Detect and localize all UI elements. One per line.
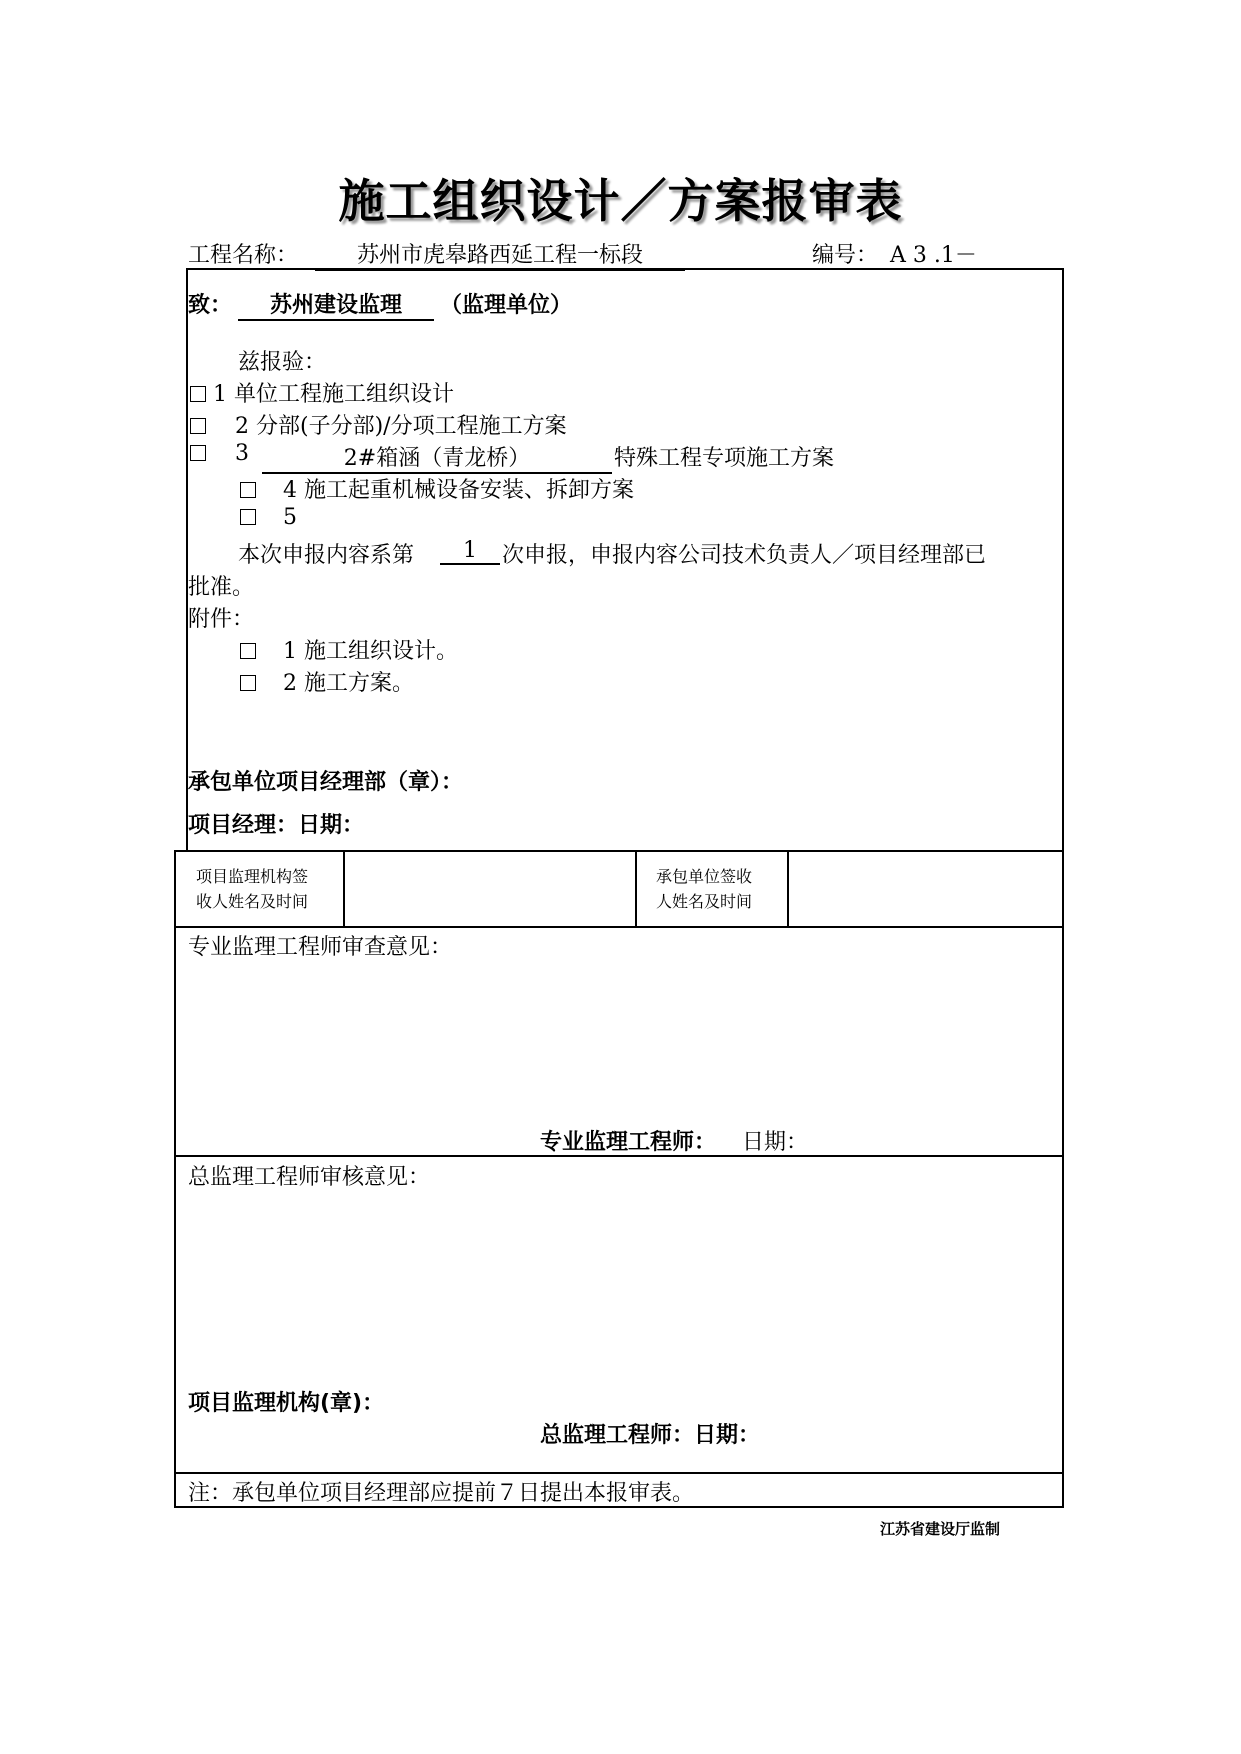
- attachments-label: 附件：: [188, 607, 255, 632]
- to-suffix: （监理单位）: [440, 293, 573, 318]
- specialist-engineer-sign: 专业监理工程师：: [540, 1130, 717, 1155]
- option-1[interactable]: [190, 377, 454, 408]
- project-name-value: 苏州市虎皋路西延工程一标段: [315, 238, 685, 271]
- attachment-1-label: 1 施工组织设计。: [283, 639, 458, 664]
- supervisor-receipt-label-2: 收人姓名及时间: [196, 892, 309, 911]
- receipt-row-bottom: [174, 926, 1064, 928]
- issuer-footer: 江苏省建设厅监制: [880, 1520, 1001, 1538]
- option-3-suffix: 特殊工程专项施工方案: [614, 446, 835, 471]
- attachment-2[interactable]: [240, 666, 414, 697]
- contractor-receipt-field[interactable]: [791, 854, 1060, 924]
- review2-bottom: [174, 1472, 1064, 1474]
- count-pre: 本次申报内容系第: [238, 543, 415, 568]
- contractor-stamp: 承包单位项目经理部（章）：: [188, 770, 464, 795]
- number-label: 编号：: [812, 243, 879, 268]
- checkbox-option-4[interactable]: [240, 482, 256, 498]
- project-name-label: 工程名称：: [188, 243, 299, 268]
- option-5[interactable]: [240, 505, 297, 530]
- option-2-label: 2 分部(子分部)/分项工程施工方案: [235, 414, 567, 439]
- supervisor-receipt-field[interactable]: [347, 854, 633, 924]
- checkbox-option-2[interactable]: [190, 418, 206, 434]
- attachment-2-label: 2 施工方案。: [283, 671, 414, 696]
- option-3[interactable]: [190, 441, 249, 466]
- page-title: 施工组织设计／方案报审表: [338, 174, 903, 228]
- checkbox-attachment-1[interactable]: [240, 643, 256, 659]
- option-2[interactable]: [190, 409, 567, 440]
- to-recipient: 苏州建设监理: [238, 288, 434, 321]
- chief-engineer-sign-date: 总监理工程师：日期：: [540, 1423, 761, 1448]
- checkbox-option-3[interactable]: [190, 445, 206, 461]
- number-value: A 3 .1－: [890, 243, 977, 268]
- count-post-2: 批准。: [188, 575, 255, 600]
- attachment-1[interactable]: [240, 634, 458, 665]
- receipt-divider-2: [635, 850, 637, 928]
- option-4[interactable]: [240, 473, 634, 504]
- supervisor-receipt-label-1: 项目监理机构签: [196, 867, 309, 886]
- option-4-label: 4 施工起重机械设备安装、拆卸方案: [283, 478, 634, 503]
- option-5-label: 5: [283, 505, 297, 530]
- specialist-review-label: 专业监理工程师审查意见：: [188, 935, 453, 960]
- to-label: 致：: [188, 293, 233, 318]
- table-top-border: [186, 268, 1064, 270]
- checkbox-option-1[interactable]: [190, 386, 206, 402]
- footnote: 注：承包单位项目经理部应提前７日提出本报审表。: [188, 1481, 695, 1506]
- option-1-label: 1 单位工程施工组织设计: [213, 382, 454, 407]
- contractor-receipt-label-1: 承包单位签收: [656, 867, 753, 886]
- table-right-border: [1062, 268, 1064, 1508]
- contractor-receipt-label-2: 人姓名及时间: [656, 892, 753, 911]
- checkbox-attachment-2[interactable]: [240, 675, 256, 691]
- receipt-row-top: [174, 850, 1064, 852]
- count-post: 次申报，申报内容公司技术负责人／项目经理部已: [502, 543, 987, 568]
- supervision-stamp: 项目监理机构(章)：: [188, 1391, 385, 1416]
- receipt-divider-1: [343, 850, 345, 928]
- chief-review-label: 总监理工程师审核意见：: [188, 1165, 431, 1190]
- table-left-border-bottom: [174, 850, 176, 1508]
- receipt-divider-3: [787, 850, 789, 928]
- count-value: 1: [440, 538, 500, 565]
- submission-intro: 兹报验：: [238, 350, 327, 375]
- pm-signature-date: 项目经理：日期：: [188, 813, 365, 838]
- option-3-prefix: 3: [235, 441, 249, 466]
- checkbox-option-5[interactable]: [240, 509, 256, 525]
- option-3-fill: 2#箱涵（青龙桥）: [262, 441, 612, 474]
- specialist-date: 日期：: [742, 1130, 809, 1155]
